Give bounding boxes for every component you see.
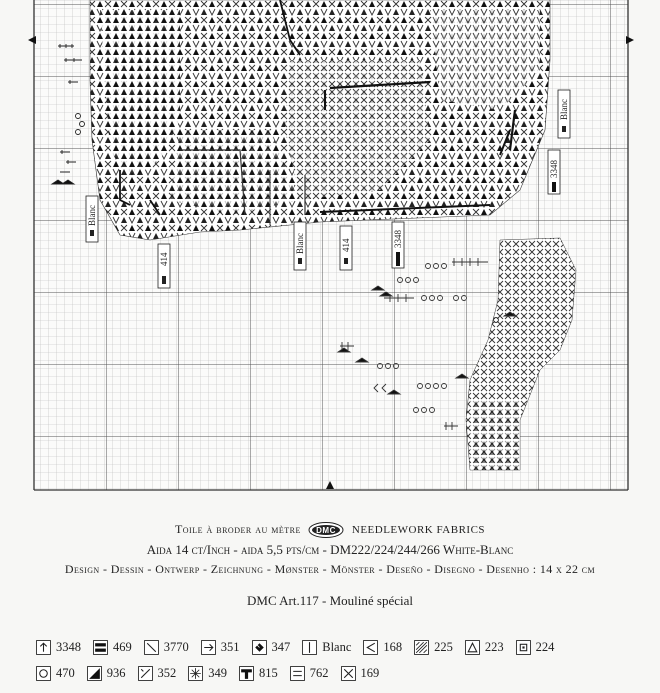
label-414-center: 414 (341, 238, 351, 252)
chart-caption (0, 500, 660, 609)
legend-item (201, 640, 240, 655)
aida-line: Aida 14 ct/Inch - aida 5,5 pts/cm - DM222/224/244/266 White-Blanc (146, 542, 514, 558)
legend-code: 936 (106, 665, 126, 680)
legend-item (93, 640, 132, 655)
motif-main (90, 0, 550, 240)
triangle-box-icon (465, 640, 480, 655)
square-dot-box-icon (516, 640, 531, 655)
hatched-box-icon (414, 640, 429, 655)
svg-text:DMC: DMC (316, 526, 337, 536)
filled-diamond-box-icon (252, 640, 267, 655)
legend-item (290, 666, 329, 681)
asterisk-box-icon (188, 666, 203, 681)
arrow-right-box-icon (201, 640, 216, 655)
legend-item (36, 666, 75, 681)
legend-item (341, 666, 380, 681)
equals-box-icon (290, 666, 305, 681)
color-legend (36, 634, 656, 686)
diagonal-line-box-icon (144, 640, 159, 655)
legend-code: 470 (56, 665, 75, 680)
label-414-left: 414 (159, 252, 169, 266)
legend-row-2 (36, 660, 656, 686)
legend-item (363, 640, 402, 655)
filled-triangle-box-icon (87, 666, 102, 681)
legend-item (302, 640, 351, 655)
center-arrow-right-icon (626, 36, 634, 44)
legend-code: Blanc (322, 639, 352, 654)
vertical-line-box-icon (302, 640, 317, 655)
legend-code: 168 (383, 639, 403, 654)
legend-code: 762 (309, 665, 329, 680)
legend-row-1 (36, 634, 656, 660)
legend-item (414, 640, 453, 655)
legend-code: 224 (535, 639, 555, 654)
label-blanc-center: Blanc (295, 233, 305, 254)
arrow-left-box-icon (363, 640, 378, 655)
legend-code: 223 (484, 639, 504, 654)
t-shape-box-icon (239, 666, 254, 681)
legend-code: 169 (360, 665, 380, 680)
fabric-line (0, 522, 660, 538)
label-3348-right: 3348 (549, 160, 559, 178)
legend-code: 351 (220, 639, 240, 654)
legend-code: 352 (157, 665, 177, 680)
double-bar-box-icon (93, 640, 108, 655)
legend-item (252, 640, 291, 655)
legend-item (188, 666, 227, 681)
center-arrow-left-icon (28, 36, 36, 44)
arrow-up-box-icon (36, 640, 51, 655)
legend-item (516, 640, 555, 655)
slash-box-icon (138, 666, 153, 681)
legend-item (239, 666, 278, 681)
legend-code: 3348 (56, 639, 81, 654)
label-3348-center: 3348 (393, 230, 403, 248)
legend-code: 349 (208, 665, 227, 680)
legend-item (138, 666, 177, 681)
dmc-logo-icon (308, 522, 344, 538)
fabric-title: Toile à broder au mètre (174, 522, 301, 536)
legend-code: 347 (271, 639, 291, 654)
design-size-line: Design - Dessin - Ontwerp - Zeichnung - Mønster - Mönster - Deseño - Disegno - Desenho : 14 x 22 cm (64, 562, 596, 577)
label-blanc-left: Blanc (87, 205, 97, 226)
label-blanc-right: Blanc (559, 99, 569, 120)
legend-code: 3770 (163, 639, 189, 654)
legend-code: 815 (259, 665, 278, 680)
legend-item (87, 666, 126, 681)
thread-line: DMC Art.117 - Mouliné spécial (247, 593, 413, 609)
legend-code: 469 (113, 639, 132, 654)
x-box-icon (341, 666, 356, 681)
circle-box-icon (36, 666, 51, 681)
legend-item (36, 640, 81, 655)
legend-code: 225 (434, 639, 453, 654)
fabric-subtitle: NEEDLEWORK FABRICS (351, 524, 486, 536)
legend-item (144, 640, 189, 655)
legend-item (465, 640, 504, 655)
